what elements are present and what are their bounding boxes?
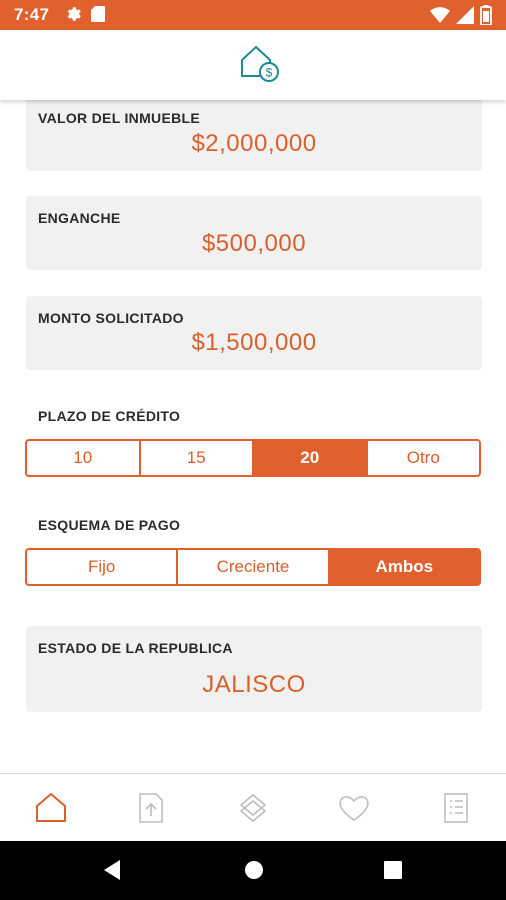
- loan-form: [0, 100, 506, 773]
- house-money-logo-icon: [236, 42, 282, 89]
- esquema-pago-selector: [25, 548, 481, 586]
- plazo-option-10[interactable]: 10: [27, 441, 141, 475]
- svg-text:$: $: [265, 65, 273, 80]
- valor-inmueble-card[interactable]: [26, 100, 482, 171]
- battery-icon: [480, 5, 492, 30]
- list-icon[interactable]: [438, 790, 474, 826]
- esquema-option-creciente[interactable]: Creciente: [178, 550, 329, 584]
- plazo-option-15[interactable]: 15: [141, 441, 255, 475]
- home-icon[interactable]: [33, 790, 69, 826]
- monto-solicitado-value[interactable]: $1,500,000: [191, 329, 317, 356]
- signal-icon: [456, 6, 474, 29]
- settings-icon: [64, 5, 82, 28]
- esquema-option-fijo[interactable]: Fijo: [27, 550, 178, 584]
- plazo-credito-selector: [25, 439, 481, 477]
- recents-icon[interactable]: [384, 861, 402, 884]
- home-button-icon[interactable]: [244, 860, 264, 885]
- plazo-option-20[interactable]: 20: [254, 441, 368, 475]
- layers-icon[interactable]: [235, 790, 271, 826]
- esquema-option-ambos[interactable]: Ambos: [330, 550, 479, 584]
- android-nav-bar: [0, 841, 506, 900]
- monto-solicitado-label: MONTO SOLICITADO: [38, 310, 184, 326]
- upload-icon[interactable]: [133, 790, 169, 826]
- estado-republica-value[interactable]: JALISCO: [202, 671, 306, 698]
- monto-solicitado-card[interactable]: [26, 296, 482, 370]
- back-icon[interactable]: [102, 859, 122, 886]
- bottom-nav: [0, 773, 506, 842]
- status-bar: [0, 0, 506, 30]
- enganche-card[interactable]: [26, 196, 482, 270]
- enganche-value[interactable]: $500,000: [201, 230, 307, 257]
- plazo-credito-title: PLAZO DE CRÉDITO: [38, 408, 181, 424]
- enganche-label: ENGANCHE: [38, 210, 121, 226]
- valor-inmueble-value[interactable]: $2,000,000: [191, 130, 317, 157]
- sd-card-icon: [90, 5, 106, 28]
- status-time: 7:47: [14, 5, 50, 24]
- esquema-pago-title: ESQUEMA DE PAGO: [38, 517, 181, 533]
- app-header: [0, 30, 506, 100]
- plazo-option-otro[interactable]: Otro: [406, 448, 440, 467]
- wifi-icon: [430, 7, 450, 28]
- estado-republica-label: ESTADO DE LA REPUBLICA: [38, 640, 233, 656]
- estado-republica-card[interactable]: [26, 626, 482, 712]
- heart-icon[interactable]: [336, 790, 372, 826]
- valor-inmueble-label: VALOR DEL INMUEBLE: [38, 110, 200, 126]
